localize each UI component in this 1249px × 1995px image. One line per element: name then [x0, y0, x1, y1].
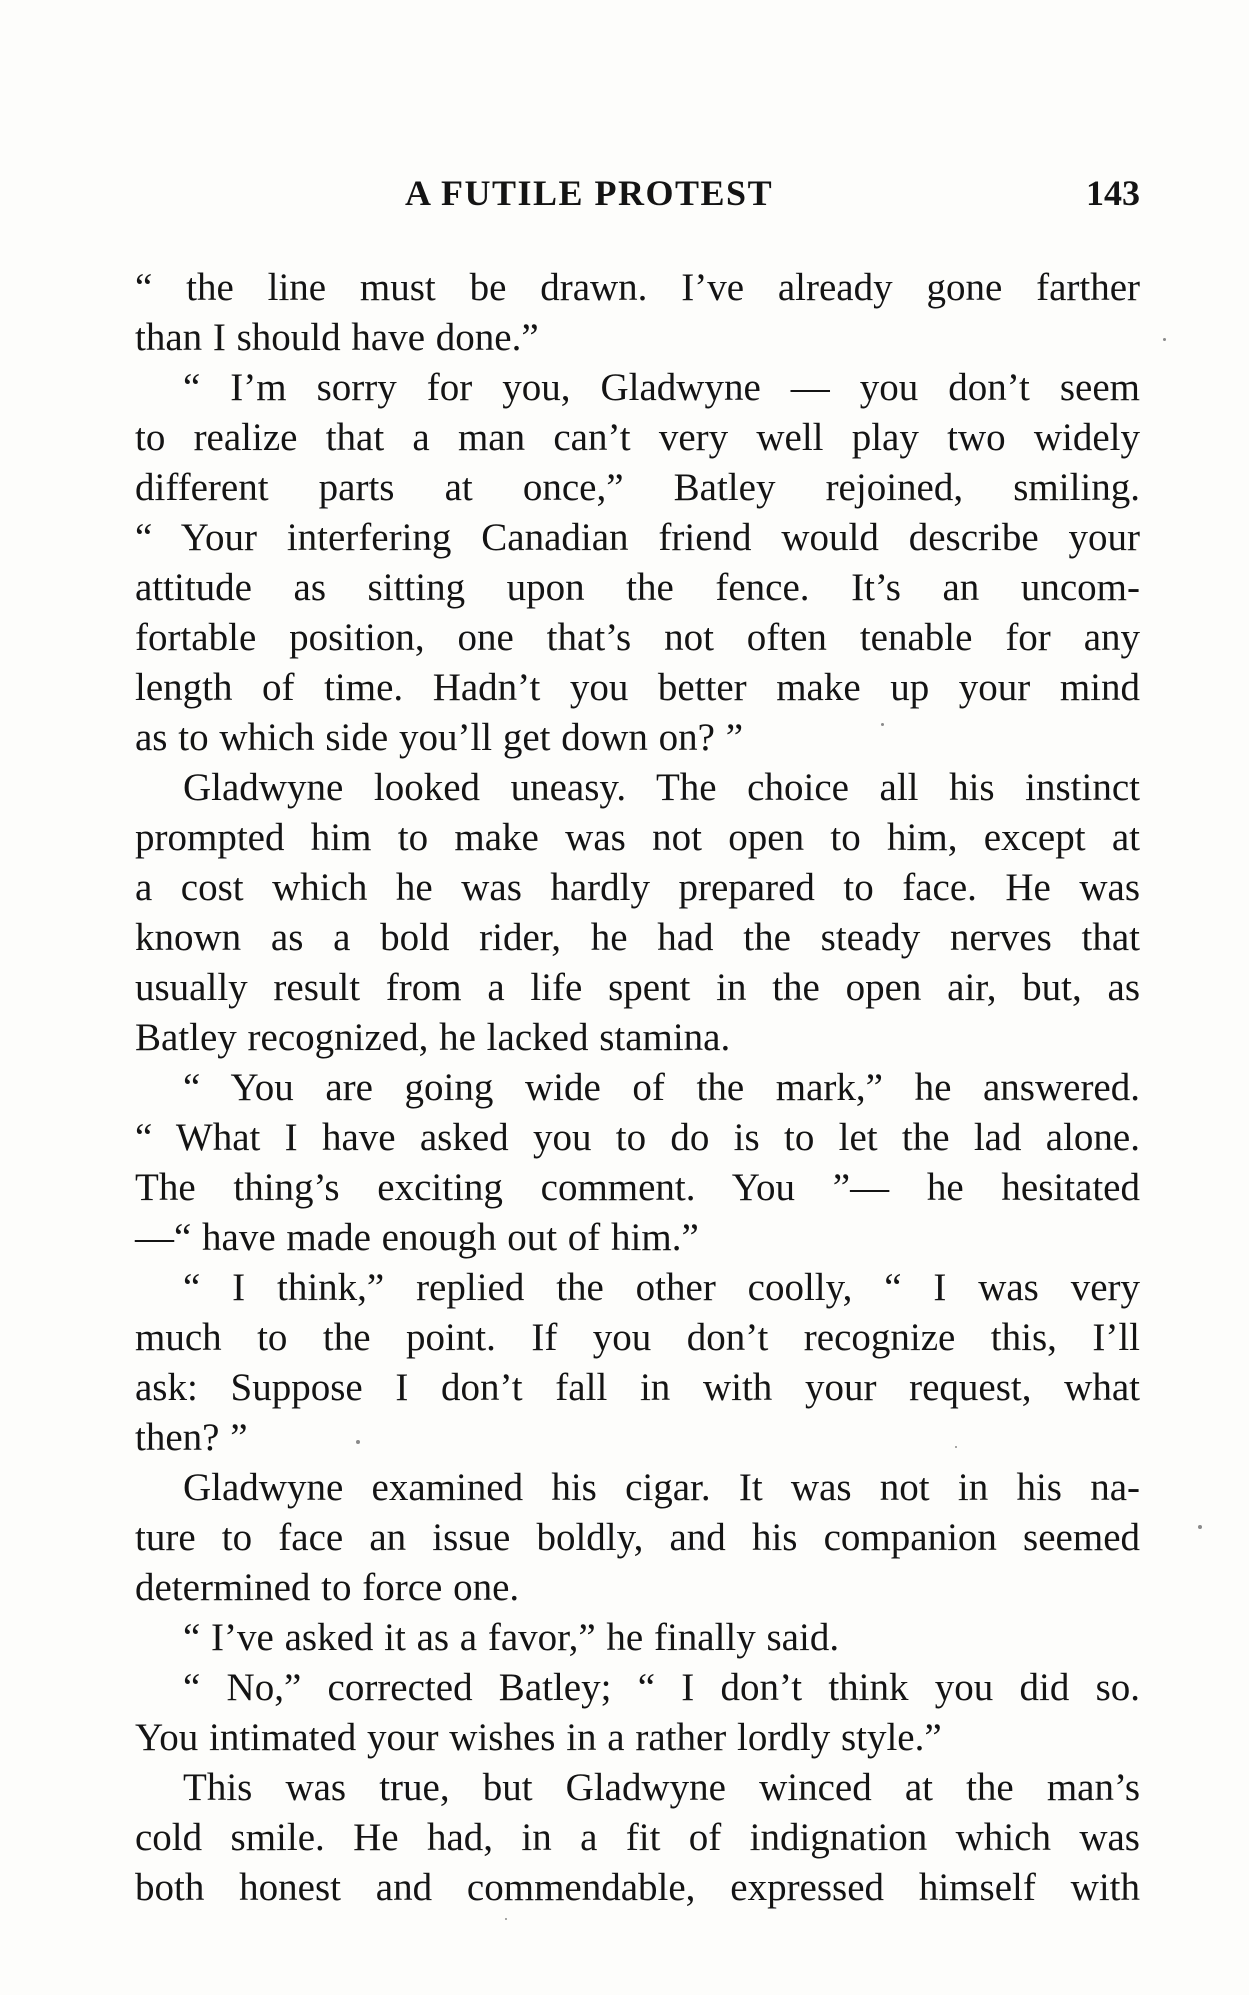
text-line: “ I think,” replied the other coolly, “ I was very [183, 1266, 1140, 1309]
paper-speck [356, 1440, 360, 1444]
text-line: cold smile. He had, in a fit of indignation which was [135, 1816, 1140, 1859]
text-line: “ No,” corrected Batley; “ I don’t think you did so. [183, 1666, 1140, 1709]
text-line: prompted him to make was not open to him, except at [135, 816, 1140, 859]
text-line: a cost which he was hardly prepared to face. He was [135, 866, 1140, 909]
text-line: fortable position, one that’s not often tenable for any [135, 616, 1140, 659]
text-line: usually result from a life spent in the open air, but, as [135, 966, 1140, 1009]
body-text [135, 263, 1140, 1913]
text-line: attitude as sitting upon the fence. It’s an uncom- [135, 566, 1140, 609]
running-head [135, 172, 1140, 222]
text-line: —“ have made enough out of him.” [135, 1216, 699, 1259]
text-line: determined to force one. [135, 1566, 520, 1609]
text-line: “ I’m sorry for you, Gladwyne — you don’t seem [183, 366, 1140, 409]
text-line: much to the point. If you don’t recognize this, I’ll [135, 1316, 1140, 1359]
text-line: The thing’s exciting comment. You ”— he hesitated [135, 1166, 1140, 1209]
text-line: than I should have done.” [135, 316, 539, 359]
text-line: “ the line must be drawn. I’ve already gone farther [135, 266, 1140, 309]
text-line: You intimated your wishes in a rather lordly style.” [135, 1716, 942, 1759]
text-line: ask: Suppose I don’t fall in with your request, what [135, 1366, 1140, 1409]
paper-speck [505, 1918, 507, 1920]
paper-speck [881, 723, 884, 726]
paper-speck [1198, 1525, 1202, 1529]
text-line: both honest and commendable, expressed himself with [135, 1866, 1140, 1909]
text-line: “ Your interfering Canadian friend would describe your [135, 516, 1140, 559]
text-line: This was true, but Gladwyne winced at the man’s [183, 1766, 1140, 1809]
text-line: Batley recognized, he lacked stamina. [135, 1016, 731, 1059]
text-line: known as a bold rider, he had the steady nerves that [135, 916, 1140, 959]
running-title: A FUTILE PROTEST [405, 173, 774, 213]
page-number: 143 [1086, 173, 1140, 213]
paper-speck [955, 1446, 957, 1448]
text-line: “ I’ve asked it as a favor,” he finally said. [183, 1616, 840, 1659]
text-line: to realize that a man can’t very well play two widely [135, 416, 1140, 459]
text-line: Gladwyne looked uneasy. The choice all his instinct [183, 766, 1140, 809]
text-line: Gladwyne examined his cigar. It was not in his na- [183, 1466, 1140, 1509]
text-line: ture to face an issue boldly, and his companion seemed [135, 1516, 1140, 1559]
paper-speck [1163, 338, 1166, 341]
text-line: length of time. Hadn’t you better make up your mind [135, 666, 1140, 709]
text-line: “ You are going wide of the mark,” he answered. [183, 1066, 1140, 1109]
text-line: “ What I have asked you to do is to let the lad alone. [135, 1116, 1140, 1159]
text-line: as to which side you’ll get down on? ” [135, 716, 744, 759]
text-line: different parts at once,” Batley rejoined, smiling. [135, 466, 1140, 509]
text-line: then? ” [135, 1416, 248, 1459]
